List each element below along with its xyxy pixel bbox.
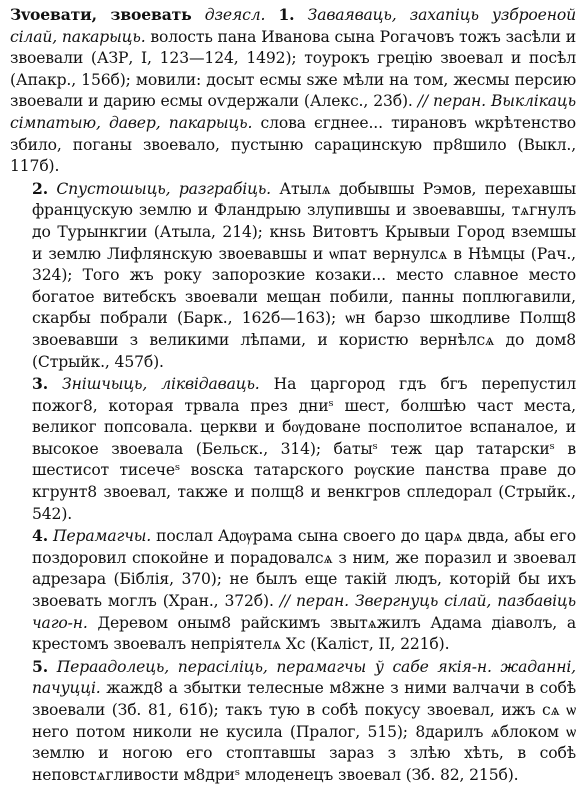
sense-citations: жажд8 а збытки телесные м8жне з ними валчачи в собѣ звоевали (Зб. 81, 61б); такъ тую в собѣ покусу звоевал, ижъ сѧ ѡ него потом николи не кусила (Пралог, 515); 8дарилъ ѧблоком ѡ землю и ногою его стоптавшы зараз з злѣю хѣть, в собѣ неповстѧгливости м8дриˢ млоденецъ звоевал (Зб. 82, 215б). [32,679,576,784]
part-of-speech: дзеясл. [204,6,266,24]
sense-citations: На царгород гдъ бгъ перепустил пожог8, которая трвала през дниˢ шест, болшѣю част места, великог попсовала. церкви и бѹдоване посполитое вспаналое, и высокое звоевала (Бельск., 314); батыˢ теж цар татарскиˢ в шестисот тисечеˢ воѕска татарского рѹские панства праве до кгрунт8 звоевал, также и полщ8 и венкгров спледорал (Стрыйк., 542). [32,375,576,523]
figurative-citations: слова єгднее... тирановъ ѡкрѣтенство збило, поганы звоевало, пустыню сарацинскую пр8шило (Выкл., 117б). [10,113,576,176]
sense-gloss: Спустошыць, разграбіць. [56,179,271,198]
sense-number: 1. [278,5,295,24]
figurative-gloss: Выклікаць сімпатыю, давер, пакарыць. [10,92,576,132]
figurative-label: // перан. [417,92,486,111]
sense-number: 5. [32,656,48,676]
sense-gloss: Знішчыць, ліквідаваць. [62,375,260,394]
sense-gloss: Пераадолець, перасіліць, перамагчы ў сабе якія-н. жаданні, пачуцці. [32,657,576,698]
sense-citations: волость пана Ивановa сына Рогачовъ тожъ засѣли и звоевали (АЗР, I, 123—124, 1492); тоурокъ грецію звоевал и посѣл (Апакр., 156б); мовили: досыт есмы ѕже мѣли на том, жесмы персию звоевали и дарию есмы оѵдержали (Алекс., 23б). [10,27,577,111]
sense-citations: Атылѧ добывшы Рэмов, перехавшы францускую землю и Фландрыю злупившы и звоевавшы, тѧгнулъ до Турынкгии (Атыла, 214); кнѕь Витовтъ Крывыи Город вземшы и землю Лифлянскую звоевавшы и ѡпат вернулсѧ в Нѣмцы (Рач., 324); Того жъ року запорозкие козаки... место славное место богатое витебскъ звоевали мещан побили, панны поплюгавили, скарбы побрали (Барк., 162б—163); ѡн барзо шкодливе Полщ8 звоевавши з великими лѣпами, и користю вернѣлсѧ до дом8 (Стрыйк., 457б). [32,179,576,371]
sense-number: 3. [32,374,48,394]
sense-number: 4. [32,526,48,546]
sense-2 [10,178,576,373]
figurative-citations: Деревом оным8 райскимъ звытѧжилъ Адама діаволъ, а крестомъ звоевалъ непріятелѧ Хс (Каліст, II, 221б). [32,613,576,654]
sense-3 [10,373,576,525]
sense-number: 2. [32,178,48,198]
figurative-label: // перан. [279,592,349,611]
sense-gloss: Перамагчы. [53,527,152,546]
sense-1 [10,4,576,178]
sense-gloss: Заваяваць, захапіць узброеной сілай, пакарыць. [10,6,577,46]
figurative-gloss: Звергнуць сілай, пазбавіць чаго-н. [32,592,576,632]
sense-citations: послал Адѹрама сына своего до царѧ двда, абы его поздоровил спокойне и порадовалсѧ з ним, же поразил и звоевал адрезара (Біблія, 370); не былъ еще такій людъ, которій бы ихъ звоевать моглъ (Хран., 372б). [32,527,577,611]
sense-4 [10,525,576,656]
sense-5 [10,656,576,786]
headword: Зvoевати, звоевать [10,5,192,24]
